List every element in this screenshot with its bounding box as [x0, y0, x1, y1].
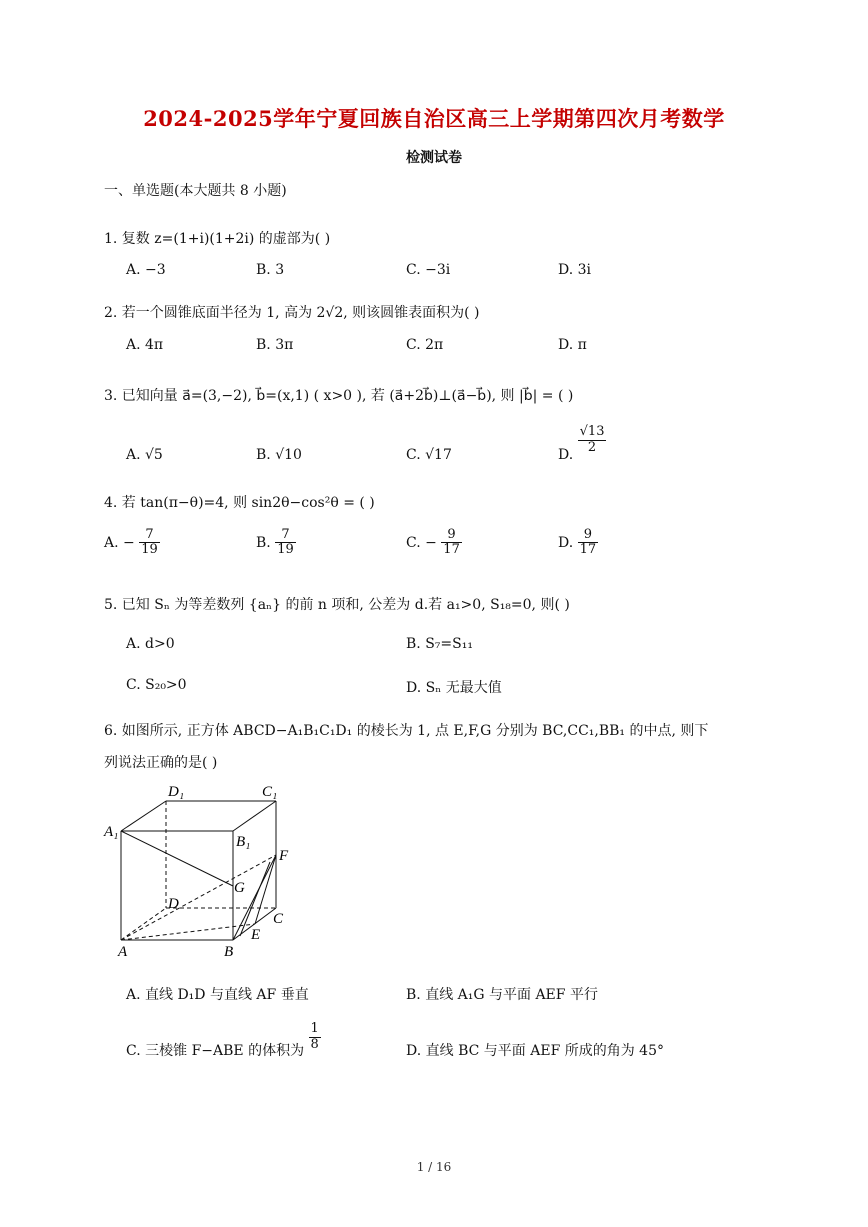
label-e: E — [251, 927, 261, 943]
q1-option-b: B. 3 — [256, 262, 285, 278]
fraction-denominator: 8 — [310, 1036, 319, 1052]
fraction-denominator: 17 — [443, 542, 460, 558]
document-subtitle: 检测试卷 — [406, 150, 462, 166]
q3-option-d-label: D. — [558, 447, 574, 463]
q4-option-d — [558, 528, 598, 558]
fraction-numerator: 9 — [441, 528, 462, 543]
q3-option-d — [558, 424, 606, 463]
q6-option-d: D. 直线 BC 与平面 AEF 所成的角为 45° — [406, 1043, 664, 1059]
cube-figure — [100, 780, 310, 960]
q4-option-c-fraction — [441, 528, 462, 558]
fraction-numerator: 7 — [139, 528, 160, 543]
fraction-denominator: 19 — [141, 542, 158, 558]
q4-option-a-label: A. − — [104, 534, 135, 551]
edge-b1-c1 — [233, 801, 276, 831]
q2-option-a: A. 4π — [126, 337, 164, 353]
fraction-denominator: 19 — [277, 542, 294, 558]
document-title: 2024-2025学年宁夏回族自治区高三上学期第四次月考数学 — [143, 106, 725, 131]
question-5-stem: 5. 已知 Sₙ 为等差数列 {aₙ} 的前 n 项和, 公差为 d.若 a₁>0, S₁₈=0, 则( ) — [104, 597, 570, 613]
label-d: D — [168, 896, 179, 912]
q5-option-c: C. S₂₀>0 — [126, 677, 187, 693]
fraction-denominator: 2 — [587, 439, 597, 455]
q3-option-a: A. √5 — [126, 447, 163, 463]
q4-option-b — [256, 528, 296, 558]
q4-option-d-fraction — [578, 528, 599, 558]
label-g: G — [234, 880, 245, 896]
question-2-stem: 2. 若一个圆锥底面半径为 1, 高为 2√2, 则该圆锥表面积为( ) — [104, 305, 480, 321]
page-number: 1 / 16 — [416, 1160, 452, 1174]
q1-option-a: A. −3 — [126, 262, 166, 278]
fraction-numerator: 9 — [578, 528, 599, 543]
q4-option-c-label: C. − — [406, 534, 437, 551]
fraction-numerator: √13 — [579, 424, 605, 440]
shading-line — [240, 862, 270, 936]
q4-option-d-label: D. — [558, 534, 574, 551]
q6-option-b: B. 直线 A₁G 与平面 AEF 平行 — [406, 987, 598, 1003]
label-f: F — [279, 848, 289, 864]
q4-option-a — [104, 528, 160, 558]
q3-option-d-fraction — [578, 425, 607, 455]
label-c: C — [273, 911, 284, 927]
label-b: B — [224, 944, 234, 960]
q3-option-c: C. √17 — [406, 447, 452, 463]
label-c1: C₁ — [262, 784, 278, 800]
q6-option-c-fraction — [309, 1022, 321, 1052]
question-6-stem-line-2: 列说法正确的是( ) — [104, 755, 218, 771]
q2-option-b: B. 3π — [256, 337, 294, 353]
q5-option-d: D. Sₙ 无最大值 — [406, 680, 502, 696]
q2-option-c: C. 2π — [406, 337, 444, 353]
label-d1: D₁ — [168, 784, 185, 800]
section-heading: 一、单选题(本大题共 8 小题) — [104, 183, 287, 199]
q1-option-d: D. 3i — [558, 262, 592, 278]
label-a: A — [118, 944, 128, 960]
question-4-stem: 4. 若 tan(π−θ)=4, 则 sin2θ−cos²θ = ( ) — [104, 495, 375, 511]
segment-a-e — [121, 924, 255, 940]
q4-option-b-label: B. — [256, 534, 271, 551]
question-3-stem: 3. 已知向量 a⃗=(3,−2), b⃗=(x,1) ( x>0 ), 若 (a⃗+2b⃗)⊥(a⃗−b⃗), 则 |b⃗| = ( ) — [104, 388, 574, 404]
fraction-denominator: 17 — [579, 542, 597, 558]
edge-a1-d1 — [121, 801, 166, 831]
segment-a1-g — [121, 831, 233, 886]
q4-option-b-fraction — [275, 528, 296, 558]
q3-option-b: B. √10 — [256, 447, 302, 463]
q4-option-c — [406, 528, 462, 558]
q5-option-b: B. S₇=S₁₁ — [406, 636, 473, 652]
q6-option-a: A. 直线 D₁D 与直线 AF 垂直 — [126, 987, 309, 1003]
q6-option-c-label: C. 三棱锥 F−ABE 的体积为 — [126, 1043, 305, 1059]
fraction-numerator: 1 — [310, 1021, 319, 1037]
q5-option-a: A. d>0 — [126, 636, 175, 652]
question-1-stem: 1. 复数 z=(1+i)(1+2i) 的虚部为( ) — [104, 231, 331, 247]
q6-option-c — [126, 1021, 321, 1060]
label-a1: A₁ — [104, 824, 119, 840]
q4-option-a-fraction — [139, 528, 160, 558]
fraction-numerator: 7 — [275, 528, 296, 543]
label-b1: B₁ — [236, 834, 251, 850]
q1-option-c: C. −3i — [406, 262, 451, 278]
question-6-stem-line-1: 6. 如图所示, 正方体 ABCD−A₁B₁C₁D₁ 的棱长为 1, 点 E,F,G 分别为 BC,CC₁,BB₁ 的中点, 则下 — [104, 723, 709, 739]
q2-option-d: D. π — [558, 337, 587, 353]
